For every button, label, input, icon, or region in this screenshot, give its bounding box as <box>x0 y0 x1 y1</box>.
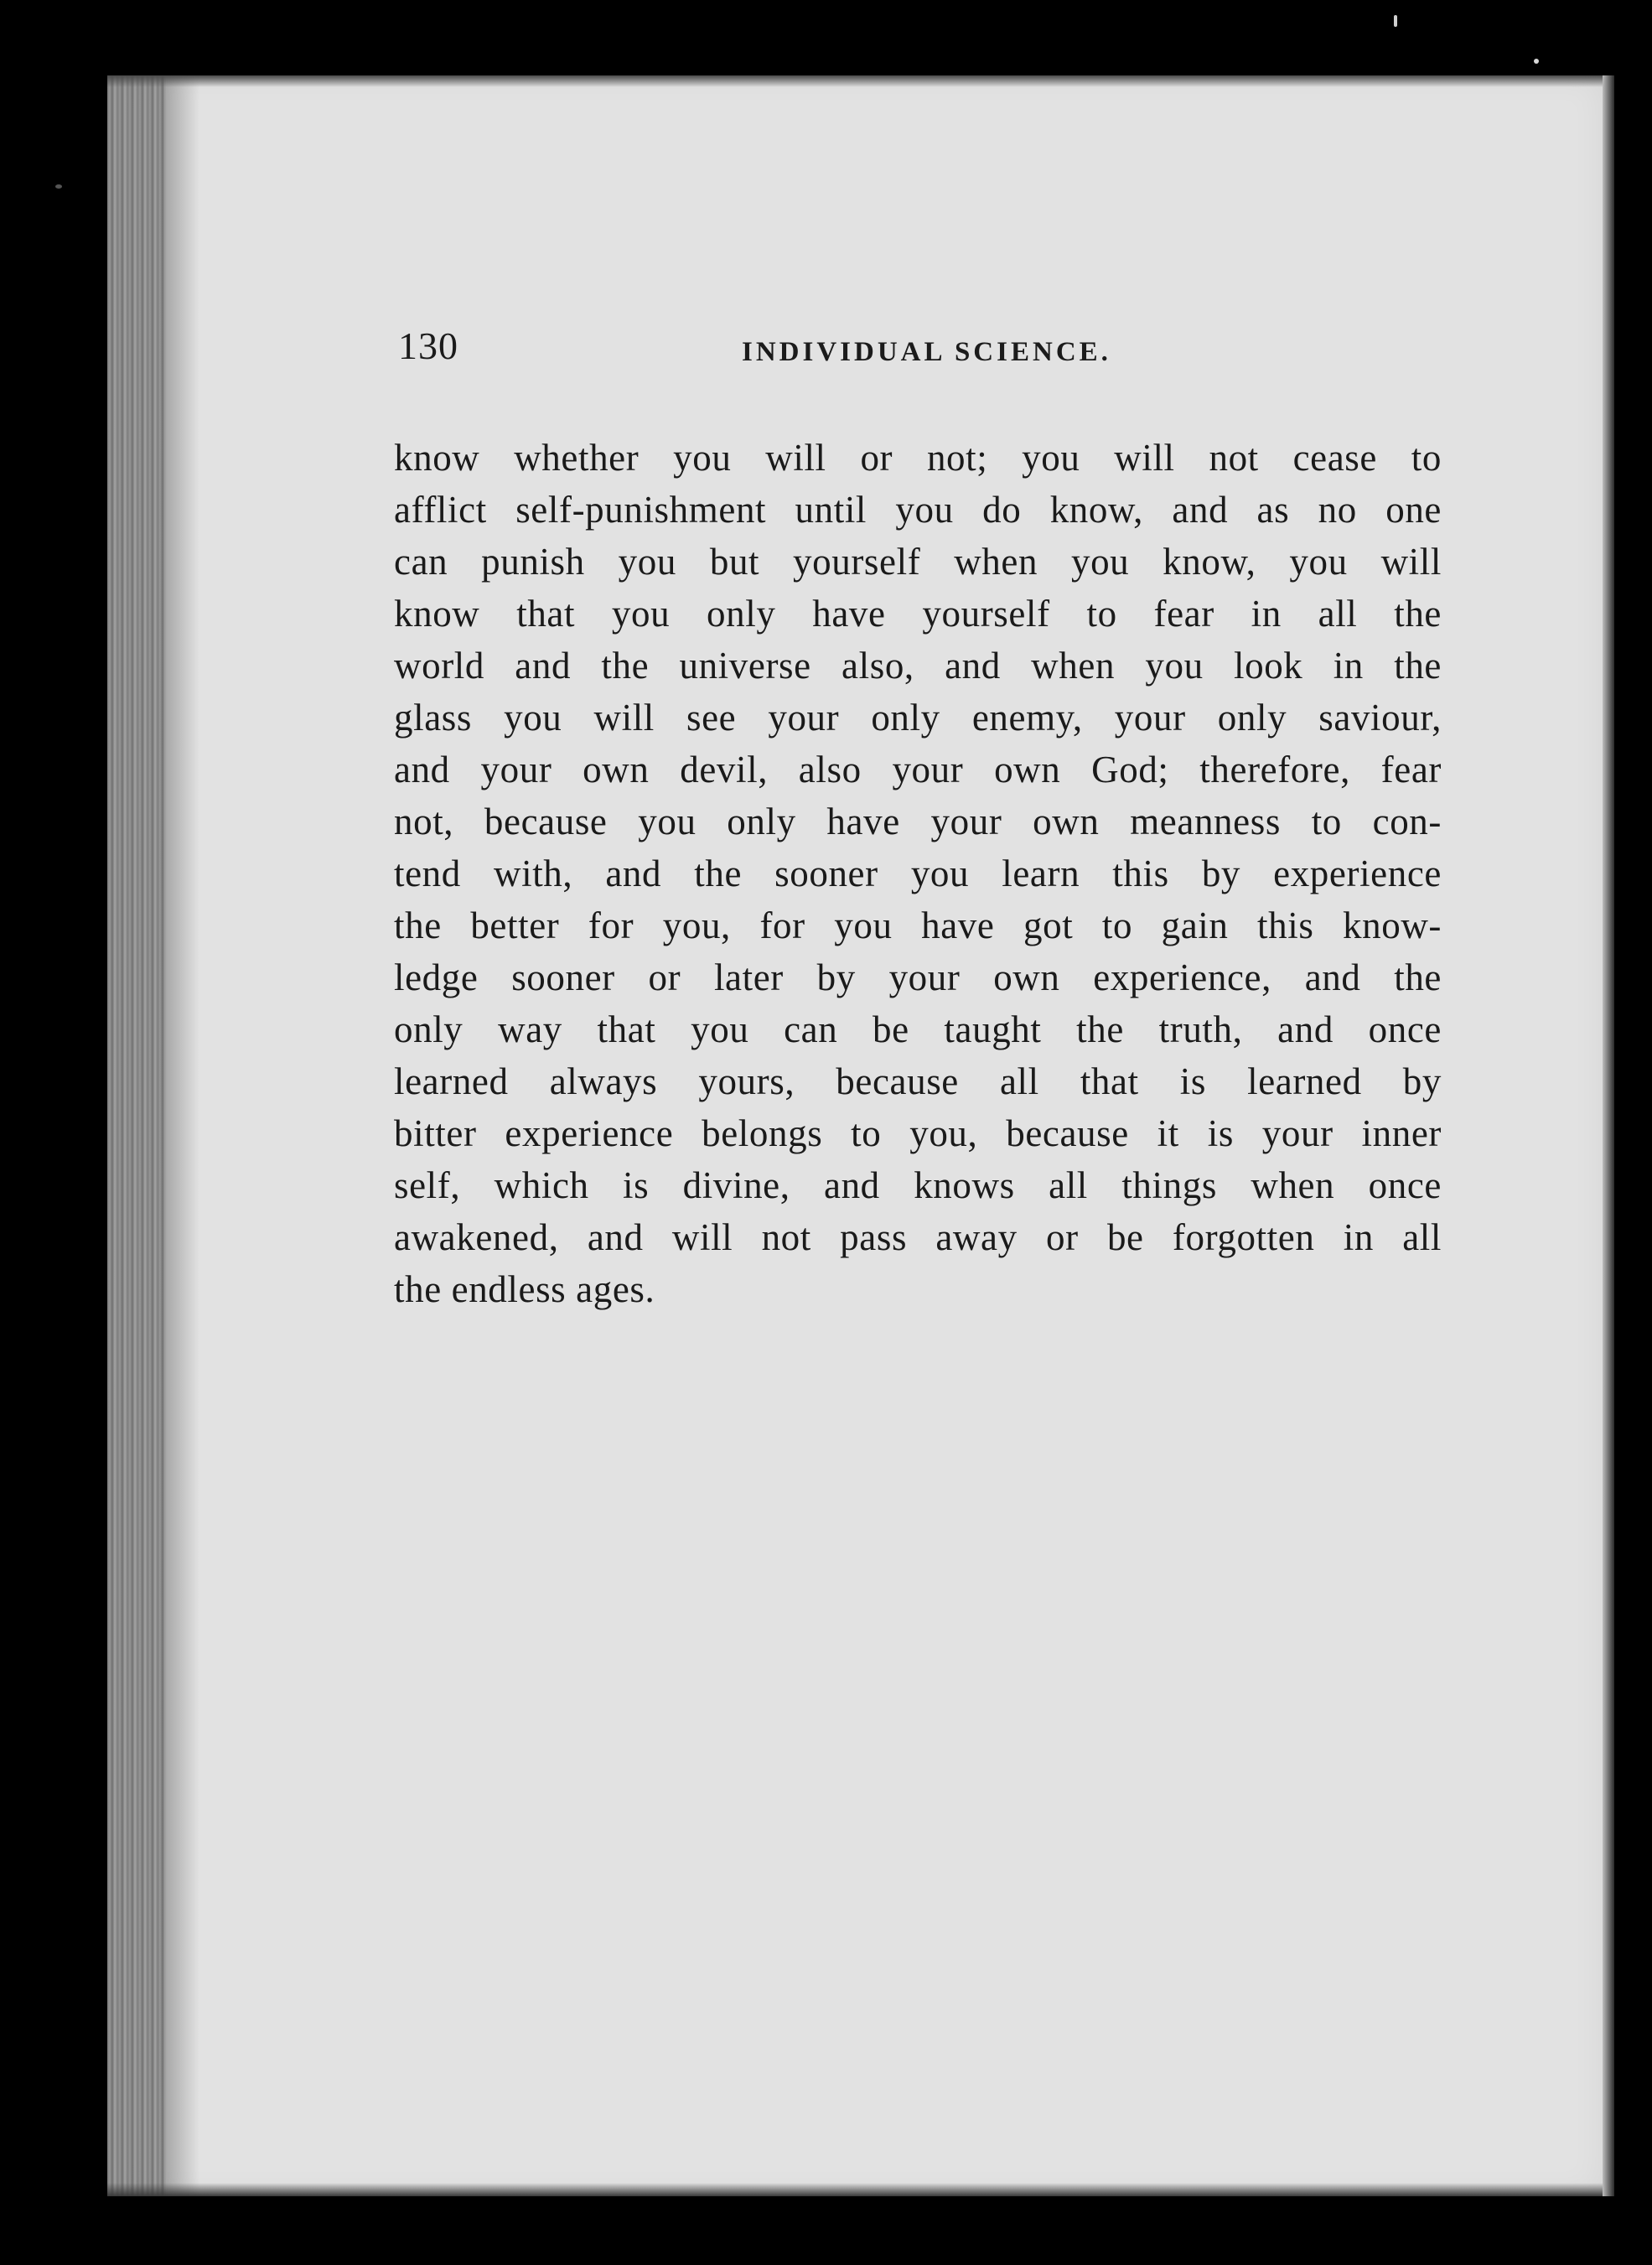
page-binding-edge <box>107 75 166 2196</box>
text-line: world and the universe also, and when you look in the <box>394 645 1442 687</box>
text-line: glass you will see your only enemy, your only saviour, <box>394 697 1442 739</box>
text-line: the better for you, for you have got to gain this know- <box>394 904 1442 946</box>
text-line: afflict self-punishment until you do know, and as no one <box>394 489 1442 531</box>
text-line: bitter experience belongs to you, because it is your inner <box>394 1112 1442 1154</box>
scan-speck <box>1534 59 1539 64</box>
text-line: and your own devil, also your own God; therefore, fear <box>394 749 1442 790</box>
text-line: awakened, and will not pass away or be forgotten in all <box>394 1216 1442 1258</box>
text-line: learned always yours, because all that is learned by <box>394 1060 1442 1102</box>
body-paragraph <box>394 432 1442 1315</box>
page-number: 130 <box>398 324 458 367</box>
scan-speck <box>1394 15 1397 27</box>
text-line: ledge sooner or later by your own experience, and the <box>394 956 1442 998</box>
text-line: know that you only have yourself to fear in all the <box>394 593 1442 635</box>
scan-speck <box>55 184 62 189</box>
running-header <box>398 319 1437 377</box>
page-right-edge <box>1603 75 1614 2196</box>
text-line: know whether you will or not; you will not cease to <box>394 437 1442 479</box>
binding-shadow <box>166 75 199 2196</box>
text-line: can punish you but yourself when you know, you will <box>394 541 1442 583</box>
page-top-shadow <box>107 75 1603 87</box>
running-title: INDIVIDUAL SCIENCE. <box>742 337 1111 367</box>
text-line: only way that you can be taught the truth, and once <box>394 1008 1442 1050</box>
text-line: tend with, and the sooner you learn this by experience <box>394 853 1442 894</box>
page-bottom-shadow <box>107 2183 1603 2196</box>
text-line: the endless ages. <box>394 1268 655 1310</box>
text-line: self, which is divine, and knows all things when once <box>394 1164 1442 1206</box>
text-line: not, because you only have your own meanness to con- <box>394 801 1442 842</box>
